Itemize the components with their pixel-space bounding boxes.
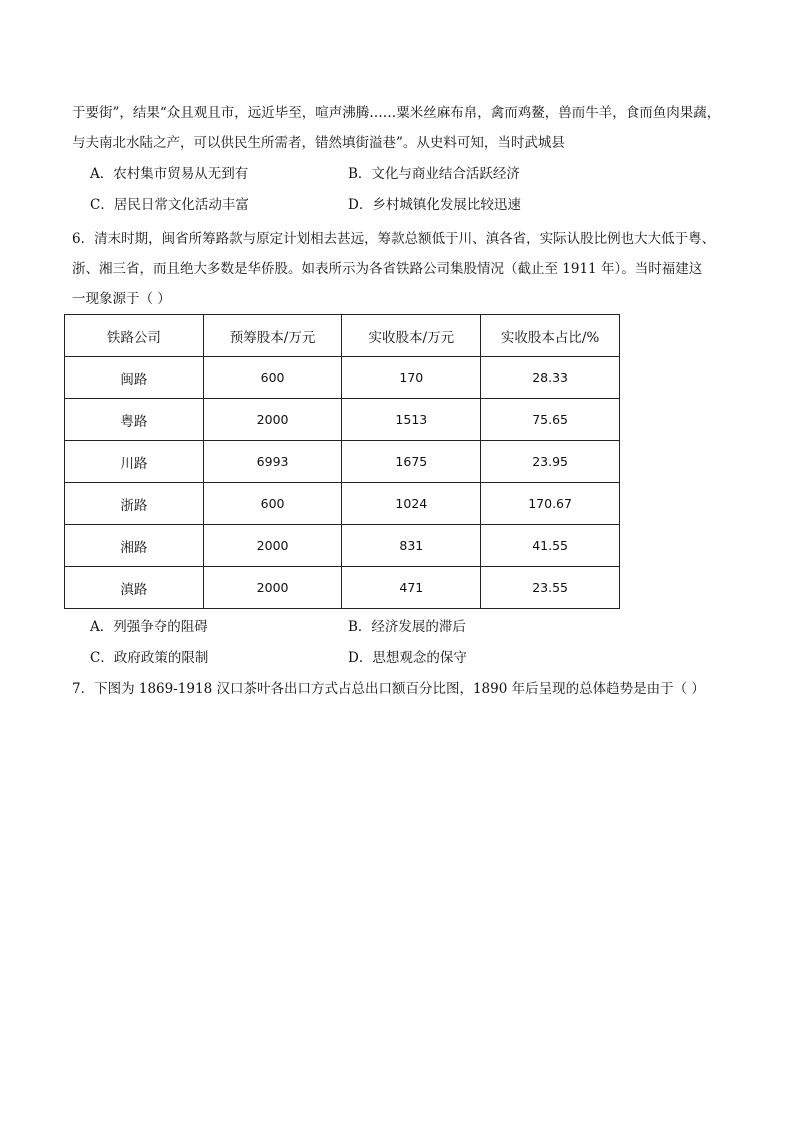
cell-ratio: 41.55	[481, 525, 620, 567]
cell-company: 闽路	[65, 357, 204, 399]
q5-option-a[interactable]: A．农村集市贸易从无到有	[90, 166, 249, 182]
q6-text-line-1: 6．清末时期，闽省所筹路款与原定计划相去甚远，筹款总额低于川、滇各省，实际认股比例也大大低于粤、	[72, 231, 716, 247]
table-row	[65, 525, 620, 567]
table-row	[65, 567, 620, 609]
q5-option-c[interactable]: C．居民日常文化活动丰富	[90, 197, 249, 213]
header-planned-capital: 预筹股本/万元	[203, 315, 342, 357]
header-paid-ratio: 实收股本占比/%	[481, 315, 620, 357]
header-company: 铁路公司	[65, 315, 204, 357]
table-row	[65, 357, 620, 399]
table-row	[65, 483, 620, 525]
cell-company: 粤路	[65, 399, 204, 441]
q6-option-a[interactable]: A．列强争夺的阻碍	[90, 619, 208, 635]
q6-option-d[interactable]: D．思想观念的保守	[348, 650, 467, 666]
cell-ratio: 23.95	[481, 441, 620, 483]
q6-option-b[interactable]: B．经济发展的滞后	[348, 619, 466, 635]
cell-planned: 600	[203, 483, 342, 525]
cell-paid: 1024	[342, 483, 481, 525]
q5-text-line-2: 与夫南北水陆之产，可以供民生所需者，错然填街溢巷”。从史料可知，当时武城县	[72, 135, 565, 151]
cell-ratio: 75.65	[481, 399, 620, 441]
railway-shares-table	[64, 314, 620, 609]
q6-text-line-3: 一现象源于（ ）	[72, 291, 171, 307]
q5-option-d[interactable]: D．乡村城镇化发展比较迅速	[348, 197, 521, 213]
cell-company: 湘路	[65, 525, 204, 567]
cell-ratio: 170.67	[481, 483, 620, 525]
q6-option-c[interactable]: C．政府政策的限制	[90, 650, 209, 666]
cell-paid: 1675	[342, 441, 481, 483]
cell-paid: 471	[342, 567, 481, 609]
cell-paid: 170	[342, 357, 481, 399]
cell-planned: 600	[203, 357, 342, 399]
table-header-row	[65, 315, 620, 357]
cell-planned: 6993	[203, 441, 342, 483]
cell-company: 浙路	[65, 483, 204, 525]
q6-text-line-2: 浙、湘三省，而且绝大多数是华侨股。如表所示为各省铁路公司集股情况（截止至 1911 年）。当时福建这	[72, 261, 703, 277]
cell-ratio: 23.55	[481, 567, 620, 609]
q5-text-line-1: 于要街”，结果“众且观且市，远近毕至，喧声沸腾……粟米丝麻布帛，禽而鸡鳌，兽而牛羊，食而鱼肉果蔬，	[72, 105, 721, 121]
table-row	[65, 441, 620, 483]
cell-planned: 2000	[203, 567, 342, 609]
cell-paid: 1513	[342, 399, 481, 441]
header-paid-capital: 实收股本/万元	[342, 315, 481, 357]
q5-option-b[interactable]: B．文化与商业结合活跃经济	[348, 166, 520, 182]
cell-planned: 2000	[203, 399, 342, 441]
q7-text-line-1: 7．下图为 1869-1918 汉口茶叶各出口方式占总出口额百分比图，1890 年后呈现的总体趋势是由于（ ）	[72, 681, 705, 697]
cell-company: 川路	[65, 441, 204, 483]
cell-planned: 2000	[203, 525, 342, 567]
cell-company: 滇路	[65, 567, 204, 609]
cell-ratio: 28.33	[481, 357, 620, 399]
table-row	[65, 399, 620, 441]
cell-paid: 831	[342, 525, 481, 567]
